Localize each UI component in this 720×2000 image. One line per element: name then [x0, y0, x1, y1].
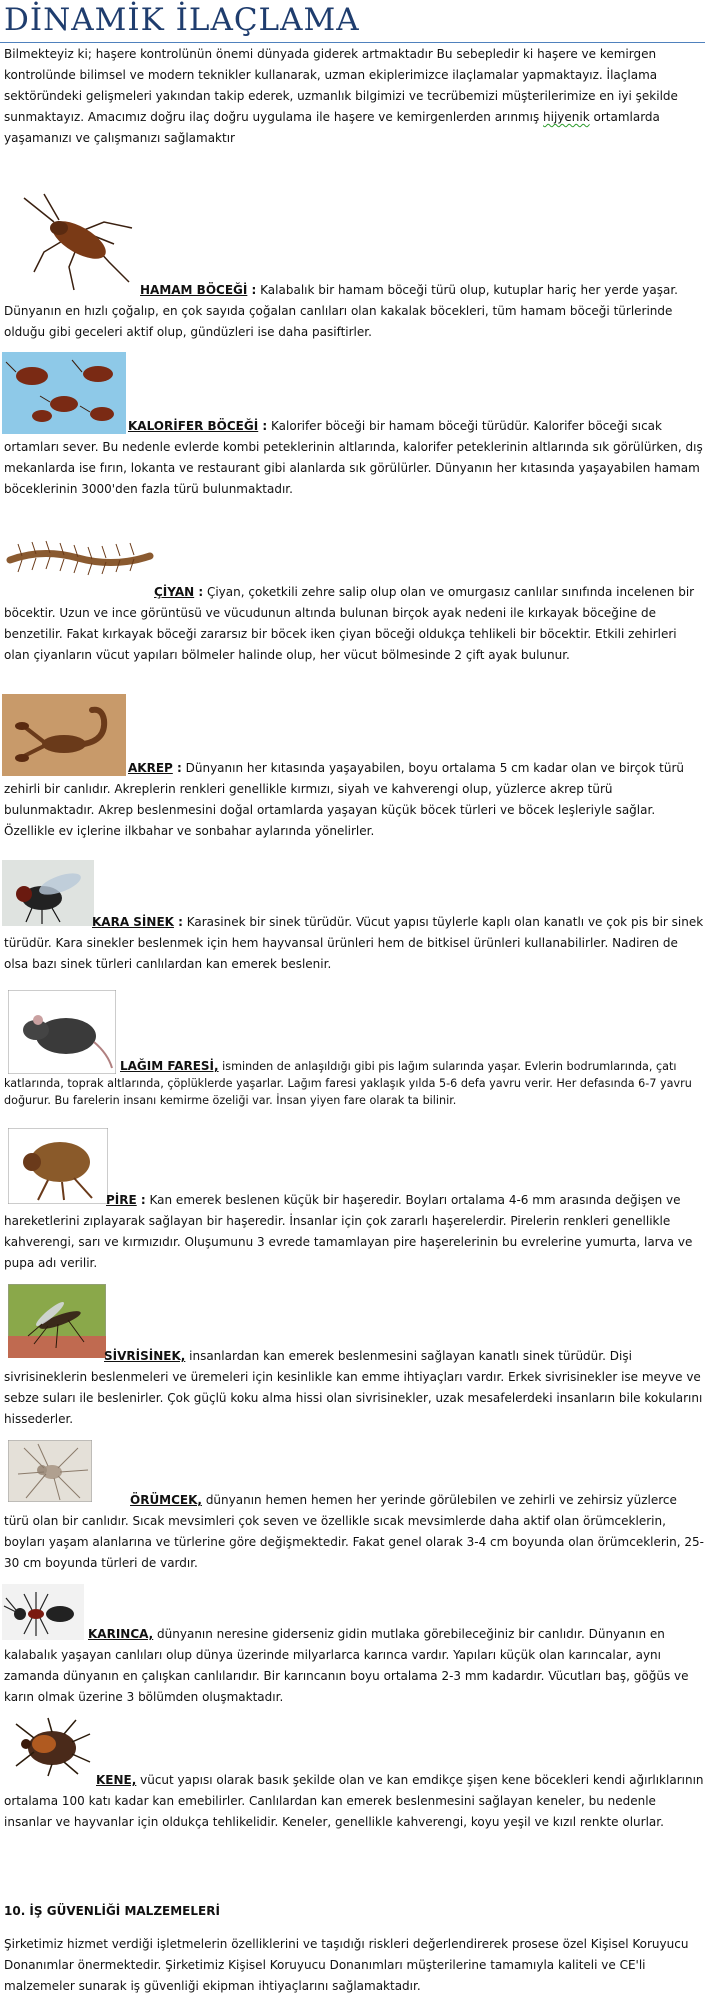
page-title: DİNAMİK İLAÇLAMA: [4, 2, 360, 38]
tick-image: [2, 1716, 92, 1778]
intro-paragraph: Bilmekteyiz ki; haşere kontrolünün önemi dünyada giderek artmaktadır Bu sebepledir ki haşere ve kemirgen kontrolünde bilimsel ve modern teknikler kullanarak, uzman ekiplerimizce ilaçlamalar yapmaktayız. İlaçlama sektöründeki gelişmeleri yakından takip ederek, uzmanlık bilgimizi ve tecrübemizi müşterilerimize en iyi şekilde sunmaktayız. Amacımız doğru ilaç doğru uygulama ile haşere ve kemirgenlerden arınmış hijyenik ortamlarda yaşamanızı ve çalışmanızı sağlamaktır: [4, 47, 678, 145]
pest-paragraph-kene: KENE, vücut yapısı olarak basık şekilde olan ve kan emdikçe şişen kene böcekleri kendi ağırlıklarının ortalama 100 katı kadar kan emebilirler. Canlılardan kan emerek beslenmesini sağlayan keneler, bu nedenle insanlar ve hayvanlar için oldukça tehlikelidir. Keneler, genellikle kahverengi, koyu yeşil ve kızıl renkte olurlar.: [4, 1773, 704, 1829]
pest-paragraph-karinca: KARINCA, dünyanın neresine giderseniz gidin mutlaka görebileceğiniz bir canlıdır. Dünyanın en kalabalık yaşayan canlıları olup dünya üzerinde milyarlarca karınca vardır. Yapıları küçük olan karıncalar, aynı zamanda dünyanın en çalışkan canlılarıdır. Bir karıncanın boyu ortalama 2-3 mm kadardır. Vücutları baş, göğüs ve karın olmak üzerine 3 bölümden oluşmaktadır.: [4, 1627, 689, 1704]
title-underline: [0, 42, 705, 43]
pest-paragraph-akrep: AKREP : Dünyanın her kıtasında yaşayabilen, boyu ortalama 5 cm kadar olan ve birçok türü zehirli bir canlıdır. Akreplerin renkleri genellikle kırmızı, siyah ve kahverengi olup, yüzlerce akrep türü bulunmaktadır. Akrep beslenmesini doğal ortamlarda yaşayan küçük böcek türleri ve böcek leşleriyle sağlar. Özellikle ev içlerine ilkbahar ve sonbahar aylarında yönelirler.: [4, 761, 685, 838]
pest-paragraph-hamam-bocegi: HAMAM BÖCEĞİ : Kalabalık bir hamam böceği türü olup, kutuplar hariç her yerde yaşar. Dünyanın en hızlı çoğalıp, en çok sayıda çoğalan canlıları olan kakalak böcekleri, tüm hamam böceği türlerinde olduğu gibi geceleri aktif olup, gündüzleri ise daha pasiftirler.: [4, 283, 678, 339]
pest-paragraph-kalorifer-bocegi: KALORİFER BÖCEĞİ : Kalorifer böceği bir hamam böceği türüdür. Kalorifer böceği sıcak ortamları sever. Bu nedenle evlerde kombi peteklerinin altlarında, kalorifer peteklerinin altlarında sık görülürken, dış mekanlarda ise fırın, lokanta ve restaurant gibi alanlarda sık görülürler. Dünyanın her kıtasında yaşayabilen hamam böceklerinin 3000'den fazla türü bulunmaktadır.: [4, 419, 703, 496]
pest-paragraph-pire: PİRE : Kan emerek beslenen küçük bir haşeredir. Boyları ortalama 4-6 mm arasında değişen ve hareketlerini zıplayarak sağlayan bir haşeredir. İnsanlar için çok zararlı haşerelerdir. Pirelerin renkleri genellikle kahverengi, sarı ve kırmızıdır. Oluşumunu 3 evrede tamamlayan pire haşerelerinin bu evrelerine yumurta, larva ve pupa adı verilir.: [4, 1193, 693, 1270]
pest-paragraph-kara-sinek: KARA SİNEK : Karasinek bir sinek türüdür. Vücut yapısı tüylerle kaplı olan kanatlı ve çok pis bir sinek türüdür. Kara sinekler beslenmek için hem hayvansal ürünleri hem de bitkisel ürünleri kullanabilirler. Nadiren de olsa bazı sinek türleri canlılardan kan emerek beslenir.: [4, 915, 704, 971]
pest-paragraph-ciyan: ÇİYAN : Çiyan, çoketkili zehre salip olup olan ve omurgasız canlılar sınıfında incelenen bir böcektir. Uzun ve ince görüntüsü ve vücudunun altında bulunan birçok ayak nedeni ile kırkayak böceğine de benzetilir. Fakat kırkayak böceği zararsız bir böcek iken çiyan böceği oldukça tehlikeli bir böcektir. Etkili zehirleri olan çiyanların vücut yapıları bölmeler halinde olup, her vücut bölmesinde 2 çift ayak bulunur.: [4, 585, 695, 662]
pest-paragraph-sivrisinek: SİVRİSİNEK, insanlardan kan emerek beslenmesini sağlayan kanatlı sinek türüdür. Dişi sivrisineklerin beslenmeleri ve üremeleri için kesinlikle kan emme ihtiyaçları vardır. Erkek sivrisinekler ise meyve ve sebze suları ile beslenirler. Çok güçlü koku alma hissi olan sivrisinekler, uzak mesafelerdeki insanların bile kokularını hissederler.: [4, 1349, 703, 1426]
pest-paragraph-lagim-faresi: LAĞIM FARESİ, isminden de anlaşıldığı gibi pis lağım sularında yaşar. Evlerin bodrumlarında, çatı katlarında, toprak altlarında, çöplüklerde yaşarlar. Lağım faresi yaklaşık yılda 5-6 defa yavru verir. Her defasında 6-7 yavru doğurur. Bu farelerin insanı kemirme özeliği var. İnsan yiyen fare olarak ta bilinir.: [4, 1059, 692, 1107]
centipede-image: [2, 530, 154, 586]
section-heading: 10. İŞ GÜVENLİĞİ MALZEMELERİ: [4, 1904, 220, 1918]
pest-paragraph-orumcek: ÖRÜMCEK, dünyanın hemen hemen her yerinde görülebilen ve zehirli ve zehirsiz yüzlerce türü olan bir canlıdır. Sıcak mevsimleri çok seven ve özellikle sıcak mevsimlerde daha aktif olan örümceklerin, boyları yaşam alanlarına ve türlerine göre değişmektedir. Fakat genel olarak 3-4 cm boyunda olan örümceklerin, 25-30 cm boyunda türleri de vardır.: [4, 1493, 704, 1570]
closing-paragraph: Şirketimiz hizmet verdiği işletmelerin özelliklerini ve taşıdığı riskleri değerlendirerek prosese özel Kişisel Koruyucu Donanımlar önermektedir. Şirketimiz Kişisel Koruyucu Donanımları müşterilerine tamamıyla kaliteli ve CE'li malzemeler sunarak iş güvenliği ekipman ihtiyaçlarını sağlamaktadır.: [4, 1937, 689, 1993]
